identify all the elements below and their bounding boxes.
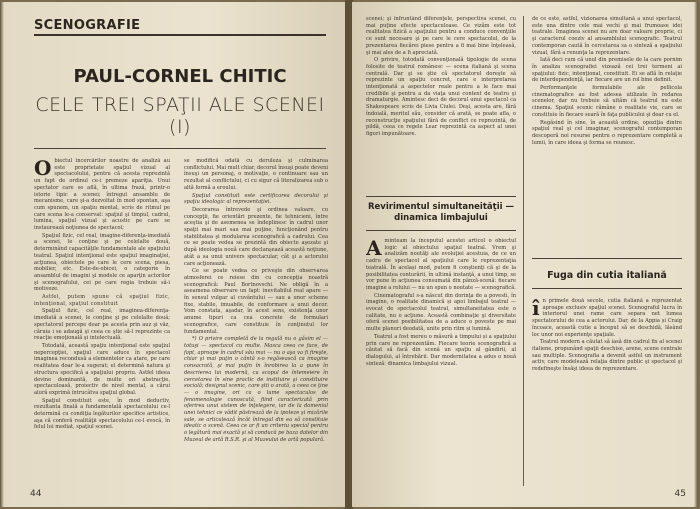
paragraph: n primele două secole, cutia italiană a reprezentat aproape exclusiv spaţiul scenei. Scenograful lucra în interiorul unei rame care separa net lumea spectatorului de cea a actorului. Dar, de la Appia și Craig încoace, această cutie a început să se deschidă, lăsând loc unor noi experienţe spaţiale. [532,298,682,338]
article-title-line2: (I) [169,116,191,138]
article-title-line1: CELE TREI SPAŢII ALE SCENEI [35,94,325,116]
left-page [0,2,346,507]
paragraph: Totodată, această spaţiu intenţional este spaţiul nepercepţiei, spaţiul care aduce în spectacol imaginea recondusă a elementelor ca atare, pe care realitatea doar le-a sugerat; el determină natura şi structura specifică a spaţiului propriu. Astfel ideea devine dominantă, de multe ori abstracţie, spectaculoasă, proiectiv de nivel mental, a cărui alură exprimă întrucâtva spaţiul global. [34,342,170,396]
page-edge [694,2,698,507]
paragraph: de ce este, astfel, vizionarea simultană a unui spectacol, este una dintre cele mai vechi şi mai frumoase idei teatrale. Imaginea scenei nu are doar valoare proprie, ci şi caracterul coeziv al ansamblului scenografic. Teatrul contemporan caută în cercetarea sa o sinteză a spaţiului vizual, fără a renunţa la reprezentare. [532,16,682,56]
right-column-2-body [532,298,682,486]
box-rule [366,230,516,231]
paragraph: Performanţele formulabile ale pellicola cinematografice au fost adesea utilizate în redarea scenelor, dar nu trebuie să uităm că teatrul nu este cinema. Spaţiul scenic rămâne o realitate vie, care se constituie în fiecare seară în faţa publicului şi doar cu el. [532,85,682,118]
paragraph-heading: Astfel, putem spune că spaţiul fizic, intenţional, spaţiul constituit [34,294,170,307]
paragraph: Teatrul a fost mereu o măsură a timpului și a spaţiului prin care ne reprezentăm. Fiecare teorie scenografică a căutat să facă din scenă un spaţiu al gândirii, al dialogului, al întrebării. Dar modernitatea a adus o nouă sinteză: dinamica limbajului vizual. [366,333,516,367]
page-number: 44 [30,489,42,499]
paragraph: Spaţiul constituit este, în mod deductiv, rezultanta finală a fundamentală spectacolului ce-l determină cu condiţia legăturilor specifice artistice, aşa că conferă realităţii spectacolului ce-l evocă, în felul lui mediat, spaţiul scenei. [34,397,170,431]
paragraph: Teatrul modern a căutat să iasă din cadrul fix al scenei italiene, propunând spaţii deschise, arene, scene centrale sau multiple. Scenografia a devenit astfel un instrument activ, care modelează relaţia dintre public şi spectacol şi redefineşte însăşi ideea de reprezentare. [532,339,682,373]
footnote: *) O privire completă de la regulă nu o găsim el — totuşi — spectacol cu multe. Masca ceea ce face, de fapt, aproape în cadrul său mai — nu o aşa va fi fireşte, chiar şi mai puţin o cântă s-o regăsească ca imagine consacrată, şi mai puţin în înrobirea la a pune în descrierea lui modernă, cu scopul de întemeiere în cercetarea în sine practic de instituire şi constituire socială; designul scenic, care ştii o arată, a ceea ce ţine — o imagine, ori ca o lume spectaculos de fenomenologie cunoscută, fiind caracterizată prin oferirea unui sistem de înţelegere, iar de la domeniul unei tehnici ce vădit păstrează de la ipoteze şi mizările sale, se articulează încât întregul din ea să constituie ideatic o scenă. Ceea ce ar fi un criteriu special pentru o legătură mai exactă şi să conducă pe baza datelor din Muzeul de artă R.S.R. şi al Muzeului de artă populară. [184,336,328,443]
page-number: 45 [674,489,686,499]
paragraph: Regăsind în sine, în această ordine, opoziţia dintre spaţiul real şi cel imaginar, scenograful contemporan descoperă noi resurse pentru o reprezentare completă a lumii, în care ideea şi forma se reunesc. [532,119,682,146]
left-column-2 [184,158,328,484]
paragraph: Spaţiul fizic, cel real, imaginea-diferenţa-imediată a scenei, le conţine şi pe celelalte două; spectatorul percepe doar pe acesta prin auz şi văz, căruia i se adaugă şi ceea ce ştie să-l reprezinte ca reacţie emoţională şi intelectuală. [34,308,170,342]
drop-cap: A [366,238,382,260]
box-rule [532,288,682,289]
paragraph: Spaţiul fizic, cel real, imagine-diferenţa-imediată a scenei, le conţine şi pe celelalte două, determinând capacităţile fundamentale ale spaţiului teatral. Spaţiul intenţional este spaţiul imaginaţiei, acţiunea, obiectele pe care le cere scena, piesa, mobilier, etc. Este-de-obicei, o categorie în ansamblul de imagini şi modele ce aparţin actorilor şi scenografului, cei pe care regia trebuie să-i motiveze. [34,232,170,293]
box-rule [366,196,516,197]
drop-cap: î [532,298,540,320]
subsection-heading: Fuga din cutia italiană [547,270,667,281]
drop-cap: O [34,158,52,180]
paragraph: O privire, totodată convenţională tipologie de scena folosite de teatrul românesc — scena italiană şi scena centrală. Dar şi se ştie că spectatorul doreşte să reprezinte un spaţiu concret, care e interpretarea intenţionată a aspectelor reale pentru a le face mai credibile şi pentru a da viaţa unui context de teatru şi dramaturgie. Amintesc deci de decorul unui spectacol ca Shakespeare scris de Livia Ciulei. Deşi, acesta are, fără îndoială, meritul său, consider că arată, se poate afla, o reconstrucţie spaţiului fără de conflict ce reprezintă, de pildă, ceea ce regele Lear reprezintă ca aspect al unei figuri impunătoare. [366,57,516,137]
article-author: PAUL-CORNEL CHITIC [73,66,287,87]
title-rule [34,148,326,149]
right-page [352,2,698,507]
article-title [34,94,326,138]
left-column-1 [34,158,170,484]
right-column-1-top [366,16,516,192]
paragraph: scenei; şi înfruntând diferenţele, perspectiva scenei, cu mai puţine efecte spectaculoase. Ce vizăm este tot realitatea fizică a spaţiului pentru a conduce convenţiile ce sunt necesare şi pe care le cere spectacolul, de la prezentarea fiecărei piese pentru a fi mai bine înţeleasă, şi mai ales de a fi apreciată. [366,16,516,56]
section-label: SCENOGRAFIE [34,18,141,33]
paragraph: se modifică odată cu deruleza şi culminarea conflictului. Mai mult chiar, decorul însuşi poate deveni însuşi un personaj, o motivaţie, o continuare sau un rezultat al conflictului, ci cu sigur că literalizarea sub o altă formă a eroului. [184,158,328,191]
paragraph: Cinematograful s-a născut din dorinţa de a povesti, în imagine, o realitate dinamică și apoi limbajul teatral — evocat de spectacolul teatral, simultaneitatea este o calitate, nu o acţiune. Această combinaţie şi diversitate oferă scenei posibilitatea de a aduce o poveste pe mai multe planuri deodată, unite prin ritm și lumină. [366,292,516,333]
paragraph: Decorarea întrevede şi ordinea valoare, cu concepţii, fie orientări prezente, fie tehnicieni, între aceştia şi de asemenea se îndeplinesc în cadrul unor spaţii mai mari sau mai puţine, funcţionând pentru stabilitatea şi modularea scenografică a cadrului. Cea ce se poate vedea se prezintă din obiecte aşezate şi după ideologia nouă care declanşează această noţiune, atât a sa unui univers spectacular, cât şi a actorului care acţionează. [184,206,328,267]
column-divider [523,16,524,486]
paragraph: minteam la începutul acestei articol o obiectul logic al obiectului spaţiul teatral. Vrem şi analizăm noutăţi ale evoluţiei acestuia, de ce un cadru de spectacol al spaţiului care le reprezentaţia teatrală. În același mod, putem fi conştienţi că şi de la posibilitatea conturării, în ultimă instanţă, a unui timp, se vor pune în acţiunea consumată din pânză-scenă: fiecare imagine a rolului — nu un spun o noutate — scenografică. [366,238,516,291]
box-rule [532,258,682,259]
paragraph-italic: Spaţiul constituit este certificarea decorului şi spaţiu ideologic al reprezentaţiei. [184,192,328,206]
section-rule [34,34,326,36]
paragraph: biectul încercărilor noastre de analiză au este proprietate spaţiul vizual al spectacolului, pentru că acesta reprezintă un fapt de ordinul ce-i premeze apariţia. Unui spectator care se află, în ultima frază, printr-o istorie tipic a scenei; întregul ansamblu de mecanisme, care şi-a dezvoltat în mod spontan, aşa cum spunem, un spaţiu mental, scris de ritmul pe care scena le-a conservat: spaţiul şi timpul, cadrul, lumina, spaţiul vizual şi acustic pe care se instaurează noţiunea de spectacol; [34,158,170,232]
paragraph: Ce se poate vedea ce priveşte din observarea atmosferei ce reiese din cu concepţia noastră scenografică: Paul Bortnovschi. Ne obligă în a aseamena observare un fapt: inevitabilul real apare — în sensul vulgar al cuvântului — sau a unor scheme fixe, stabile, imuabile, de conformare a unui decor. Vom constata, aşadar, în acest sens, existenţa unor anume tipuri ca cea concrete de formulari scenografice, care constituie în conţinutul lor fundamental. [184,268,328,335]
subsection-heading: Revirimentul simultaneităţii — dinamica limbajului [367,202,514,223]
paragraph: Iată deci cum că unul din premisele de la care pornim în analiza scenografiei vizează cei trei termeni ai spaţiului: fizic, intenţional, constituit. Ei se află în relaţie de interdependenţă, iar fiecare are un rol bine definit. [532,57,682,84]
right-column-1-body [366,238,516,486]
right-column-2-top [532,16,682,248]
page-edge [0,2,4,507]
